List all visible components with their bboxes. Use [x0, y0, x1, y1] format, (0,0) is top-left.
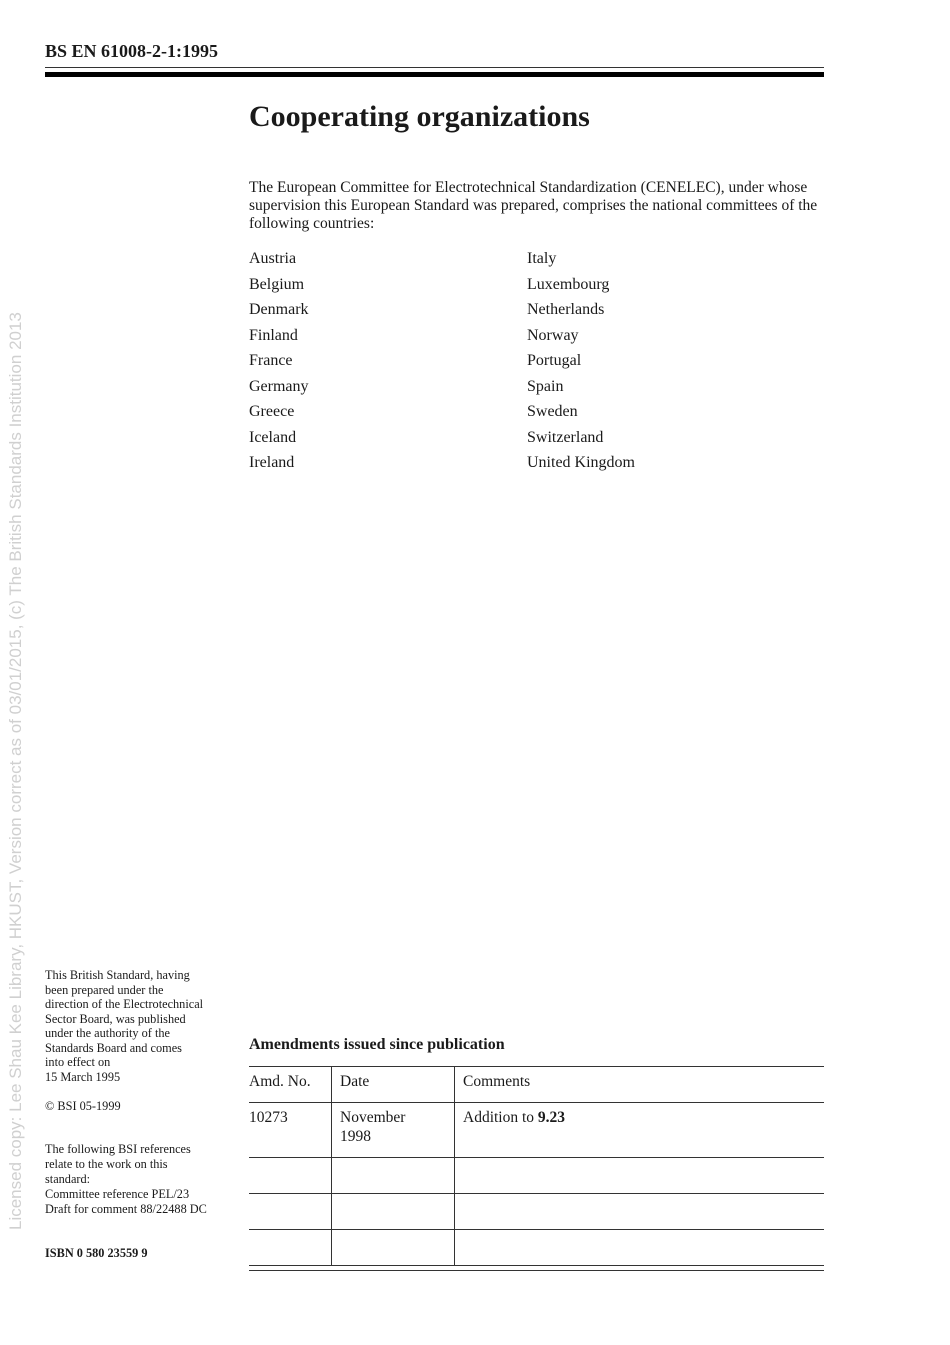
country-name: United Kingdom: [527, 454, 635, 471]
country-row: [249, 276, 809, 302]
country-name: France: [249, 352, 293, 369]
country-name: Belgium: [249, 275, 305, 293]
country-name: Sweden: [527, 403, 578, 420]
country-row: [249, 378, 809, 404]
amendments-table: [249, 1066, 824, 1266]
country-name: Netherlands: [527, 301, 605, 318]
table-row-empty: [249, 1158, 824, 1194]
bsi-reference-line: relate to the work on this: [45, 1157, 168, 1171]
license-watermark-text: Licensed copy: Lee Shau Kee Library, HKUST, Version correct as of 03/01/2015, (c) The British Standards Institution 2013: [6, 312, 25, 1230]
bsi-reference-line: Draft for comment 88/22488 DC: [45, 1202, 207, 1216]
country-list: [249, 250, 809, 480]
header-rule-thick: [45, 72, 824, 77]
publication-note-line: direction of the Electrotechnical: [45, 997, 204, 1011]
column-header-date: Date: [332, 1067, 455, 1103]
publication-note-line: been prepared under the: [45, 982, 164, 997]
country-name: Finland: [249, 326, 298, 344]
intro-paragraph: The European Committee for Electrotechnical Standardization (CENELEC), under whose supervision this European Standard was prepared, comprises the national committees of the following countries:: [249, 179, 818, 232]
country-name: Iceland: [249, 428, 297, 446]
publication-note-line: This British Standard, having: [45, 968, 190, 982]
country-name: Austria: [249, 250, 297, 267]
bottom-rule: [249, 1270, 824, 1271]
table-row: [249, 1103, 824, 1158]
country-name: Portugal: [527, 352, 582, 369]
document-header-title: BS EN 61008-2-1:1995: [45, 41, 219, 61]
amd-number-cell: 10273: [249, 1103, 332, 1158]
publication-note-line: Sector Board, was published: [45, 1011, 186, 1026]
country-name: Denmark: [249, 301, 309, 318]
table-row-empty: [249, 1230, 824, 1266]
country-row: [249, 454, 809, 480]
country-row: [249, 327, 809, 353]
publication-note: [45, 968, 240, 1084]
country-row: [249, 301, 809, 327]
country-name: Spain: [527, 377, 564, 395]
bsi-reference-line: The following BSI references: [45, 1142, 191, 1156]
bsi-reference-line: standard:: [45, 1172, 91, 1186]
country-row: [249, 429, 809, 455]
amd-date-line: November: [340, 1109, 406, 1126]
copyright-notice: © BSI 05-1999: [45, 1099, 121, 1113]
amd-comment-clause: 9.23: [537, 1109, 566, 1126]
publication-note-line: into effect on: [45, 1055, 111, 1069]
country-name: Switzerland: [527, 428, 604, 446]
publication-note-line: Standards Board and comes: [45, 1040, 182, 1055]
page-title: Cooperating organizations: [249, 100, 590, 133]
amd-comment-cell: [455, 1103, 825, 1158]
country-row: [249, 250, 809, 276]
publication-note-line: under the authority of the: [45, 1026, 170, 1040]
table-header-row: [249, 1067, 824, 1103]
bsi-references: [45, 1142, 240, 1217]
country-name: Greece: [249, 403, 295, 420]
amd-date-line: 1998: [340, 1128, 371, 1145]
table-row-empty: [249, 1194, 824, 1230]
bsi-reference-line: Committee reference PEL/23: [45, 1187, 190, 1201]
amendments-title: Amendments issued since publication: [249, 1036, 505, 1053]
country-name: Luxembourg: [527, 275, 610, 293]
country-row: [249, 352, 809, 378]
amd-date-cell: [332, 1103, 455, 1158]
amd-comment-text: Addition to: [463, 1109, 538, 1126]
country-name: Ireland: [249, 454, 295, 471]
column-header-amd-no: Amd. No.: [249, 1067, 332, 1103]
country-name: Norway: [527, 326, 579, 344]
publication-note-line: 15 March 1995: [45, 1069, 121, 1084]
country-name: Italy: [527, 250, 557, 267]
country-row: [249, 403, 809, 429]
column-header-comments: Comments: [455, 1067, 825, 1103]
isbn-number: ISBN 0 580 23559 9: [45, 1246, 148, 1260]
header-rule-thin: [45, 67, 824, 68]
country-name: Germany: [249, 377, 309, 395]
